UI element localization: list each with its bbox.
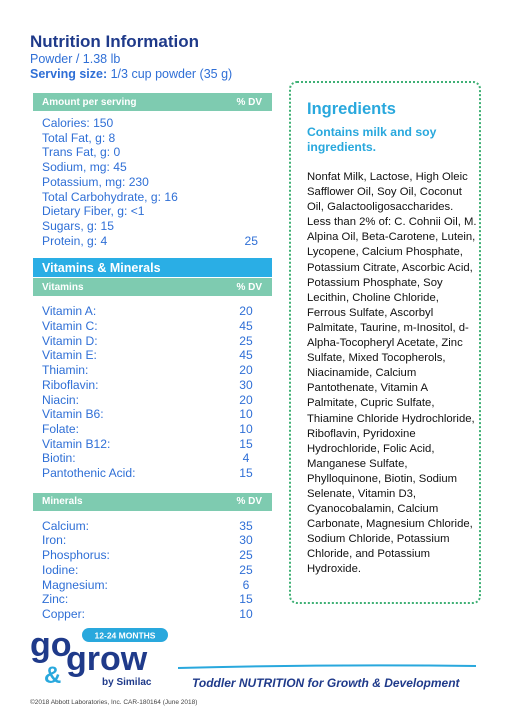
amount-label: Sugars, g: 15 [42,218,114,233]
package-size: Powder / 1.38 lb [30,52,121,66]
vitamins-minerals-title: Vitamins & Minerals [42,260,161,275]
amount-label: Dietary Fiber, g: <1 [42,204,145,219]
vitamin-row [42,319,272,334]
amount-dv [224,175,272,190]
serving-label: Serving size: [30,67,108,81]
vitamins-header-bar [33,278,272,296]
logo-amp: & [44,662,62,688]
age-badge-text: 12-24 MONTHS [94,630,156,641]
nutrition-panel [33,93,272,622]
vitamin-dv: 15 [239,436,253,451]
vitamin-row [42,466,272,481]
amount-row [42,131,272,146]
amount-header-bar [33,93,272,111]
vitamin-label: Vitamin A: [42,304,97,319]
mineral-label: Phosphorus: [42,548,110,563]
mineral-label: Copper: [42,606,86,621]
mineral-label: Calcium: [42,518,90,533]
logo-go: go [30,626,72,664]
vitamin-row [42,363,272,378]
logo-grow: grow [66,640,148,678]
vitamin-label: Biotin: [42,451,76,466]
mineral-dv: 25 [239,562,253,577]
amount-row [42,190,272,205]
vitamin-row [42,393,272,408]
mineral-dv: 15 [239,592,253,607]
vitamin-dv: 4 [242,451,250,466]
mineral-label: Iron: [42,533,67,548]
vitamin-dv: 10 [239,421,253,436]
amount-dv [224,131,272,146]
minerals-header-label: Minerals [42,496,83,508]
vitamins-header-label: Vitamins [42,281,84,293]
vitamin-dv: 30 [239,377,253,392]
vitamin-row [42,407,272,422]
serving-value: 1/3 cup powder (35 g) [110,67,233,81]
mineral-row [42,519,272,534]
mineral-dv: 10 [239,606,253,621]
vitamin-row [42,334,272,349]
vitamin-dv: 45 [239,348,253,363]
vitamin-row [42,378,272,393]
mineral-rows [33,511,272,622]
vitamin-rows [33,296,272,480]
vitamin-row [42,422,272,437]
vitamin-dv: 15 [239,466,253,481]
mineral-row [42,533,272,548]
mineral-row [42,578,272,593]
mineral-row [42,563,272,578]
vitamin-row [42,451,272,466]
vitamin-dv: 20 [239,392,253,407]
vitamin-row [42,437,272,452]
copyright: ©2018 Abbott Laboratories, Inc. CAR-180164 (June 2018) [30,699,198,706]
vitamin-label: Riboflavin: [42,377,99,392]
vitamin-row [42,304,272,319]
vitamin-label: Folate: [42,421,79,436]
mineral-dv: 30 [239,533,253,548]
minerals-header-dv: % DV [236,496,262,508]
vitamin-dv: 45 [239,319,253,334]
amount-label: Total Carbohydrate, g: 16 [42,189,178,204]
allergen-statement: Contains milk and soy ingredients. [307,125,437,154]
nutrition-title: Nutrition Information [30,32,200,51]
mineral-dv: 6 [242,577,250,592]
vitamin-dv: 25 [239,333,253,348]
amount-row [42,160,272,175]
amount-label: Sodium, mg: 45 [42,160,127,175]
ingredients-box [289,81,481,604]
amount-dv [224,219,272,234]
vitamin-label: Vitamin B6: [42,407,104,422]
vitamin-label: Niacin: [42,392,79,407]
amount-row [42,175,272,190]
logo-by-similac: by Similac [102,677,152,688]
amount-header-label: Amount per serving [42,96,137,108]
vitamin-label: Vitamin B12: [42,436,111,451]
amount-label: Total Fat, g: 8 [42,130,116,145]
amount-rows [33,111,272,248]
vitamin-dv: 20 [239,304,253,319]
amount-row [42,116,272,131]
vitamin-label: Vitamin C: [42,319,98,334]
ingredients-title: Ingredients [307,100,396,118]
amount-dv [224,204,272,219]
ingredients-list: Nonfat Milk, Lactose, High Oleic Safflower Oil, Soy Oil, Coconut Oil, Galactooligosaccharides. Less than 2% of: C. Cohnii Oil, M. Alpina Oil, Beta-Carotene, Lutein, Lycopene, Calcium Phosphate, Potassium Citrate, Ascorbic Acid, Potassium Phosphate, Soy Lecithin, Choline Chloride, Ferrous Sulfate, Ascorbyl Palmitate, Taurine, m-Inositol, d-Alpha-Tocopheryl Acetate, Zinc Sulfate, Mixed Tocopherols, Niacinamide, Calcium Pantothenate, Vitamin A Palmitate, Cupric Sulfate, Thiamine Chloride Hydrochloride, Riboflavin, Pyridoxine Hydrochloride, Folic Acid, Manganese Sulfate, Phylloquinone, Biotin, Sodium Selenate, Vitamin D3, Cyanocobalamin, Calcium Carbonate, Magnesium Chloride, Sodium Chloride, Potassium Chloride, and Potassium Hydroxide. [307,171,477,576]
mineral-dv: 35 [239,518,253,533]
mineral-dv: 25 [239,548,253,563]
amount-label: Trans Fat, g: 0 [42,145,121,160]
vitamin-label: Thiamin: [42,363,89,378]
amount-label: Calories: 150 [42,116,114,130]
vitamins-header-dv: % DV [236,281,262,293]
amount-label: Potassium, mg: 230 [42,174,149,189]
amount-row [42,234,272,249]
tagline-swoosh [178,664,476,670]
vitamin-row [42,348,272,363]
mineral-row [42,548,272,563]
serving-size [30,67,232,81]
mineral-row [42,607,272,622]
amount-dv [224,145,272,160]
amount-header-dv: % DV [236,96,262,108]
vitamin-label: Pantothenic Acid: [42,466,136,481]
minerals-header-bar [33,493,272,511]
tagline: Toddler NUTRITION for Growth & Development [192,676,460,690]
amount-row [42,219,272,234]
amount-dv [224,116,272,131]
amount-dv [224,160,272,175]
vitamins-minerals-bar [33,258,272,277]
vitamin-dv: 20 [239,363,253,378]
go-and-grow-logo [30,626,170,688]
amount-dv: 25 [244,233,258,248]
mineral-label: Iodine: [42,562,79,577]
amount-dv [224,190,272,205]
vitamin-label: Vitamin D: [42,333,98,348]
vitamin-dv: 10 [239,407,253,422]
amount-row [42,145,272,160]
amount-label: Protein, g: 4 [42,233,108,248]
mineral-label: Zinc: [42,592,69,607]
vitamin-label: Vitamin E: [42,348,97,363]
mineral-row [42,592,272,607]
mineral-label: Magnesium: [42,577,108,592]
amount-row [42,204,272,219]
